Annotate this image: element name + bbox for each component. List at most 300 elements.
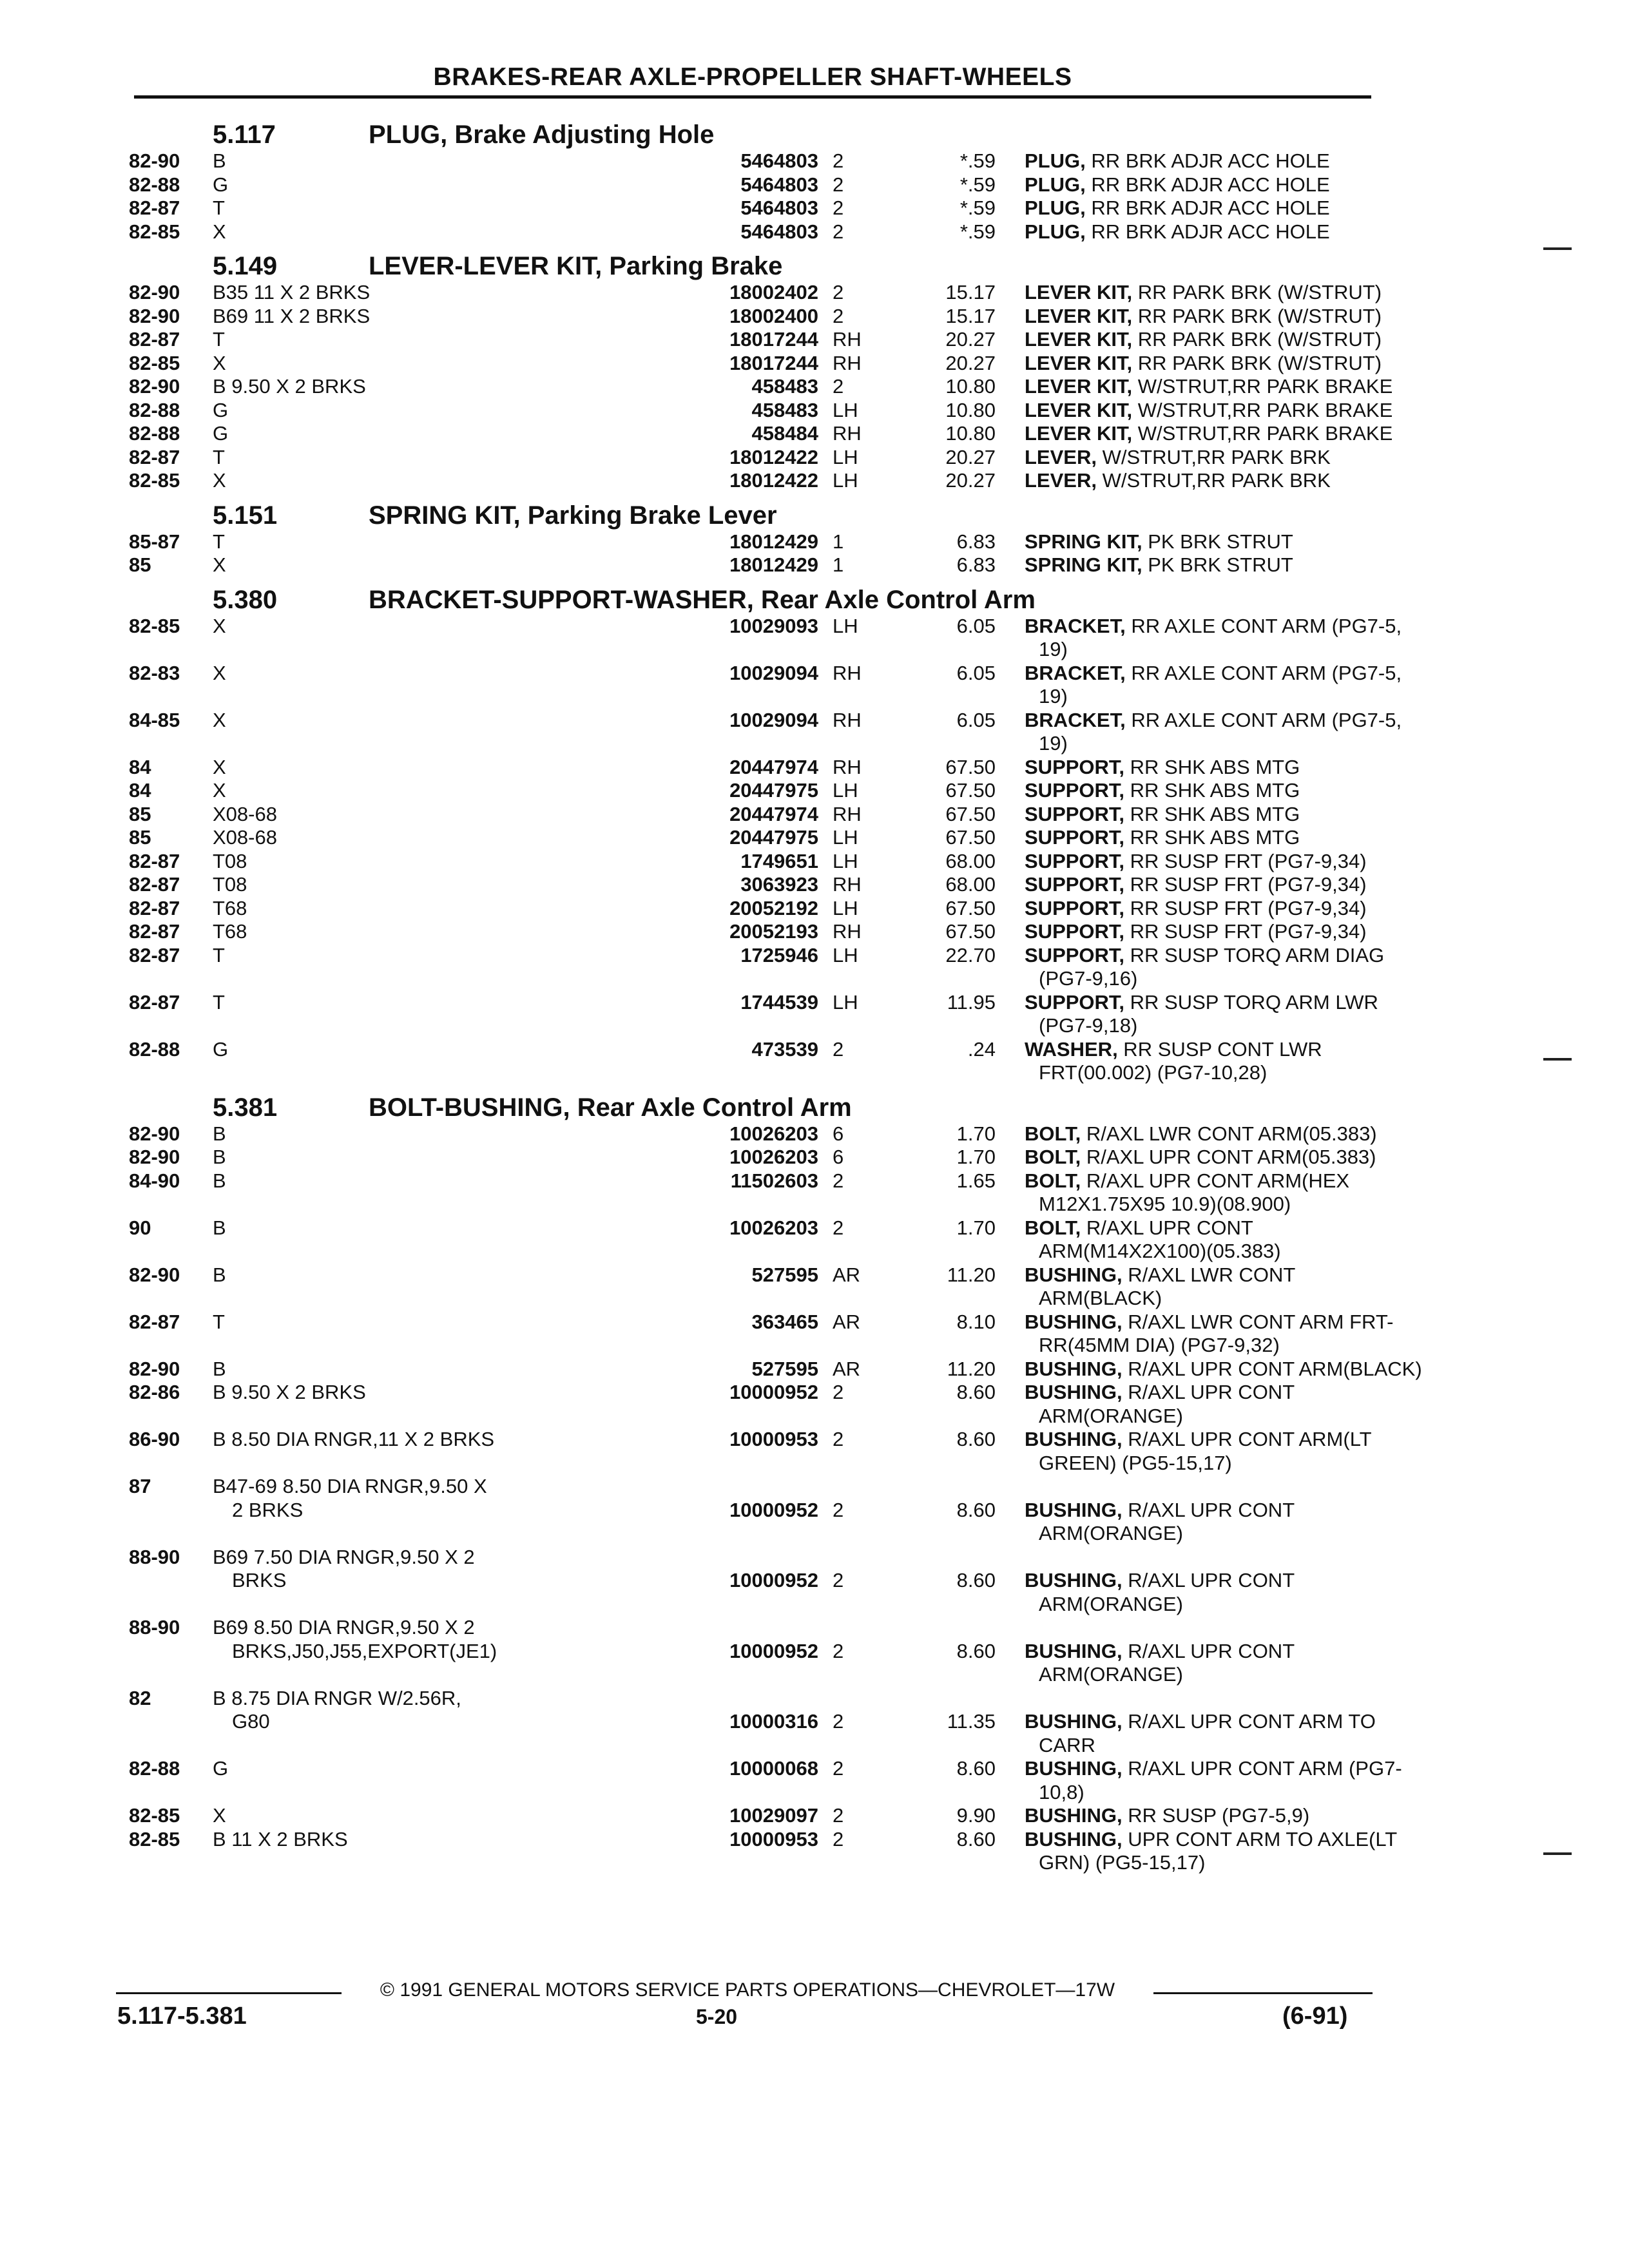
- part-row: [129, 1710, 1379, 1734]
- description: [1025, 469, 1495, 493]
- application: B: [213, 1216, 226, 1239]
- part-row: [129, 469, 1379, 493]
- model-years: 82-90: [129, 149, 180, 172]
- part-row: [129, 779, 1379, 803]
- description: [1025, 873, 1495, 897]
- description: [1025, 1358, 1495, 1381]
- description-continuation: [129, 1593, 1379, 1617]
- page-header: BRAKES-REAR AXLE-PROPELLER SHAFT-WHEELS: [433, 63, 1072, 91]
- application: B69 7.50 DIA RNGR,9.50 X 2: [213, 1545, 475, 1568]
- price: 11.20: [947, 1357, 996, 1380]
- quantity: LH: [833, 469, 858, 492]
- description-noun: PLUG,: [1025, 220, 1086, 243]
- description-noun: BRACKET,: [1025, 708, 1126, 731]
- part-row: [129, 1122, 1379, 1146]
- application: G: [213, 422, 229, 445]
- footer-copyright: © 1991 GENERAL MOTORS SERVICE PARTS OPERATIONS—CHEVROLET—17W: [380, 1979, 1115, 2001]
- model-years: 84: [129, 779, 151, 802]
- part-number: 10000952: [729, 1498, 818, 1521]
- part-number: 10000952: [729, 1381, 818, 1403]
- description-noun: LEVER KIT,: [1025, 422, 1133, 445]
- description-continuation: [129, 1334, 1379, 1358]
- description-noun: BUSHING,: [1025, 1569, 1123, 1591]
- part-row: [129, 1569, 1379, 1593]
- description-noun: BUSHING,: [1025, 1757, 1123, 1780]
- application: T: [213, 197, 225, 219]
- application: G80: [232, 1710, 270, 1733]
- part-number: 10029097: [729, 1804, 818, 1827]
- application: 2 BRKS: [232, 1498, 304, 1521]
- description-noun: BOLT,: [1025, 1146, 1081, 1168]
- description-noun: LEVER,: [1025, 469, 1097, 492]
- description-text: RR BRK ADJR ACC HOLE: [1085, 197, 1330, 219]
- description-noun: LEVER KIT,: [1025, 304, 1133, 327]
- description-continuation-text: ARM(ORANGE): [1039, 1663, 1183, 1686]
- part-number: 1749651: [740, 849, 818, 872]
- quantity: AR: [833, 1263, 861, 1286]
- application: G: [213, 1037, 229, 1061]
- description-text: RR SUSP CONT LWR: [1117, 1037, 1322, 1061]
- section-number: 5.381: [213, 1093, 278, 1122]
- part-row-continuation: [129, 1475, 1379, 1499]
- description-noun: LEVER KIT,: [1025, 398, 1133, 421]
- description-text: R/AXL UPR CONT ARM (PG7-: [1122, 1757, 1402, 1780]
- part-row: [129, 530, 1379, 554]
- model-years: 82-85: [129, 220, 180, 243]
- margin-mark: [1543, 1852, 1572, 1855]
- description-text: RR SHK ABS MTG: [1124, 826, 1300, 849]
- quantity: AR: [833, 1357, 861, 1380]
- description-text: RR BRK ADJR ACC HOLE: [1085, 173, 1330, 196]
- price: 67.50: [945, 826, 996, 849]
- description: [1025, 1381, 1495, 1405]
- quantity: 1: [833, 530, 844, 553]
- description-text: RR PARK BRK (W/STRUT): [1132, 351, 1382, 374]
- part-row-continuation: [129, 1687, 1379, 1711]
- part-row: [129, 553, 1379, 577]
- part-row: [129, 1827, 1398, 1852]
- description: [1025, 850, 1495, 874]
- description-noun: SUPPORT,: [1025, 802, 1125, 825]
- description-text: R/AXL UPR CONT: [1122, 1569, 1295, 1591]
- description: [1025, 944, 1495, 968]
- part-number: 20447975: [729, 826, 818, 849]
- part-number: 10029093: [729, 614, 818, 637]
- part-number: 10026203: [729, 1122, 818, 1145]
- description-continuation-text: ARM(ORANGE): [1039, 1404, 1183, 1427]
- description: [1025, 553, 1495, 577]
- part-number: 458484: [751, 422, 818, 445]
- part-number: 5464803: [740, 149, 818, 172]
- part-number: 10026203: [729, 1146, 818, 1168]
- application: X08-68: [213, 802, 277, 825]
- description-noun: LEVER KIT,: [1025, 375, 1133, 398]
- description-text: R/AXL UPR CONT ARM(05.383): [1081, 1146, 1376, 1168]
- price: 8.60: [956, 1569, 996, 1591]
- price: 67.50: [945, 920, 996, 943]
- description: [1025, 1710, 1495, 1734]
- price: 1.70: [956, 1146, 996, 1168]
- description-text: PK BRK STRUT: [1142, 530, 1293, 553]
- model-years: 84-85: [129, 708, 180, 731]
- quantity: LH: [833, 896, 858, 919]
- quantity: RH: [833, 708, 862, 731]
- quantity: LH: [833, 826, 858, 849]
- part-row: [129, 328, 1382, 352]
- model-years: 82-85: [129, 614, 180, 637]
- model-years: 82-90: [129, 1146, 180, 1168]
- description-noun: LEVER KIT,: [1025, 328, 1133, 351]
- description: [1025, 991, 1495, 1015]
- description-noun: BUSHING,: [1025, 1263, 1123, 1286]
- model-years: 88-90: [129, 1616, 180, 1639]
- description-text: RR SHK ABS MTG: [1124, 802, 1300, 825]
- part-row: [129, 197, 1379, 220]
- part-number: 10000952: [729, 1569, 818, 1591]
- description-noun: BUSHING,: [1025, 1710, 1123, 1733]
- price: 6.83: [956, 553, 996, 576]
- description-noun: BRACKET,: [1025, 661, 1126, 684]
- part-row: [129, 661, 1402, 686]
- description-noun: SUPPORT,: [1025, 990, 1125, 1014]
- model-years: 82-90: [129, 304, 180, 327]
- description: [1025, 662, 1495, 686]
- section-title: BRACKET-SUPPORT-WASHER, Rear Axle Control Arm: [369, 585, 1036, 614]
- application: B 8.75 DIA RNGR W/2.56R,: [213, 1686, 461, 1709]
- application: B 9.50 X 2 BRKS: [213, 1381, 366, 1403]
- price: 67.50: [945, 779, 996, 802]
- description-continuation: [129, 1522, 1379, 1546]
- part-number: 10026203: [729, 1216, 818, 1239]
- application: B47-69 8.50 DIA RNGR,9.50 X: [213, 1475, 487, 1497]
- description-noun: SUPPORT,: [1025, 779, 1125, 802]
- part-row: [129, 1310, 1394, 1334]
- description-continuation: [129, 685, 1379, 709]
- part-number: 5464803: [740, 220, 818, 243]
- description: [1025, 305, 1495, 329]
- description-continuation: [129, 1193, 1379, 1216]
- description: [1025, 1169, 1495, 1193]
- model-years: 87: [129, 1475, 151, 1497]
- part-number: 10000316: [729, 1710, 818, 1733]
- application: B: [213, 1357, 226, 1380]
- application: T08: [213, 849, 247, 872]
- description-continuation-text: 19): [1039, 732, 1068, 754]
- part-row: [129, 897, 1379, 921]
- quantity: 2: [833, 1710, 844, 1733]
- quantity: LH: [833, 779, 858, 802]
- description-text: RR AXLE CONT ARM (PG7-5,: [1125, 708, 1402, 731]
- description: [1025, 615, 1495, 639]
- part-row: [129, 943, 1385, 968]
- description-text: W/STRUT,RR PARK BRK: [1096, 469, 1331, 492]
- description: [1025, 1038, 1495, 1062]
- part-number: 20447975: [729, 779, 818, 802]
- application: T: [213, 943, 225, 966]
- margin-mark: [1543, 1058, 1572, 1061]
- model-years: 82-85: [129, 1827, 180, 1850]
- description-continuation: [129, 1287, 1379, 1311]
- part-row: [129, 991, 1379, 1015]
- quantity: 2: [833, 304, 844, 327]
- price: 9.90: [956, 1804, 996, 1827]
- price: 10.80: [945, 398, 996, 421]
- description-text: R/AXL LWR CONT ARM FRT-: [1122, 1310, 1394, 1333]
- description-continuation-text: (PG7-9,16): [1039, 967, 1138, 990]
- part-row: [129, 1216, 1379, 1240]
- description: [1025, 1569, 1495, 1593]
- description-continuation: [129, 732, 1379, 756]
- quantity: LH: [833, 990, 858, 1014]
- part-row: [129, 1428, 1379, 1452]
- model-years: 88-90: [129, 1545, 180, 1568]
- description-continuation-text: 19): [1039, 685, 1068, 707]
- part-number: 458483: [751, 375, 818, 398]
- description-text: W/STRUT,RR PARK BRAKE: [1132, 398, 1393, 421]
- model-years: 82-90: [129, 1122, 180, 1145]
- description-noun: SPRING KIT,: [1025, 530, 1142, 553]
- description-noun: SUPPORT,: [1025, 943, 1125, 966]
- application: B: [213, 149, 226, 172]
- section-number: 5.151: [213, 501, 278, 530]
- description-noun: BUSHING,: [1025, 1804, 1123, 1827]
- description: [1025, 1311, 1495, 1334]
- description-continuation: [129, 1851, 1379, 1875]
- description: [1025, 446, 1495, 470]
- quantity: 6: [833, 1122, 844, 1145]
- quantity: 2: [833, 375, 844, 398]
- price: 10.80: [945, 375, 996, 398]
- model-years: 82-88: [129, 398, 180, 421]
- part-row: [129, 149, 1379, 173]
- description: [1025, 709, 1495, 733]
- section-heading: [129, 493, 1379, 530]
- model-years: 82-87: [129, 445, 180, 468]
- model-years: 82-88: [129, 173, 180, 196]
- part-number: 11502603: [730, 1169, 818, 1192]
- section-number: 5.117: [213, 120, 276, 149]
- part-number: 18002400: [729, 304, 818, 327]
- part-row: [129, 850, 1379, 874]
- part-number: 20052193: [729, 920, 818, 943]
- application: X: [213, 1804, 226, 1827]
- price: 20.27: [945, 445, 996, 468]
- part-number: 5464803: [740, 173, 818, 196]
- description-noun: BOLT,: [1025, 1169, 1081, 1192]
- part-number: 10000953: [729, 1827, 818, 1850]
- model-years: 85: [129, 553, 151, 576]
- part-row: [129, 173, 1379, 197]
- section-title: SPRING KIT, Parking Brake Lever: [369, 501, 777, 530]
- description-text: RR PARK BRK (W/STRUT): [1132, 281, 1382, 303]
- description: [1025, 399, 1495, 423]
- application: B: [213, 1263, 226, 1286]
- application: X: [213, 220, 226, 243]
- part-number: 473539: [751, 1037, 818, 1061]
- description-continuation-text: ARM(BLACK): [1039, 1287, 1162, 1309]
- quantity: 2: [833, 220, 844, 243]
- model-years: 82-87: [129, 849, 180, 872]
- application: X: [213, 614, 226, 637]
- application: B 11 X 2 BRKS: [213, 1827, 348, 1850]
- application: BRKS,J50,J55,EXPORT(JE1): [232, 1639, 497, 1662]
- description-text: RR BRK ADJR ACC HOLE: [1085, 220, 1330, 243]
- quantity: RH: [833, 328, 862, 351]
- part-row: [129, 1381, 1379, 1405]
- description-continuation-text: 19): [1039, 638, 1068, 660]
- description: [1025, 1757, 1495, 1781]
- description-text: RR SUSP FRT (PG7-9,34): [1124, 849, 1367, 872]
- part-number: 10000953: [729, 1428, 818, 1450]
- application: B: [213, 1122, 226, 1145]
- quantity: RH: [833, 351, 862, 374]
- part-row: [129, 398, 1393, 423]
- price: 22.70: [945, 943, 996, 966]
- description-noun: LEVER,: [1025, 445, 1097, 468]
- application: X08-68: [213, 826, 277, 849]
- parts-catalog-body: [129, 112, 1422, 1875]
- section-title: PLUG, Brake Adjusting Hole: [369, 120, 715, 149]
- application: T: [213, 445, 225, 468]
- part-row: [129, 351, 1382, 376]
- description-text: UPR CONT ARM TO AXLE(LT: [1122, 1827, 1398, 1850]
- description-text: RR SHK ABS MTG: [1124, 779, 1300, 802]
- description-text: RR SUSP TORQ ARM DIAG: [1124, 943, 1385, 966]
- price: 68.00: [945, 873, 996, 896]
- description: [1025, 173, 1495, 197]
- description: [1025, 1122, 1495, 1146]
- description-continuation: [129, 1781, 1379, 1805]
- description-text: R/AXL UPR CONT: [1081, 1216, 1253, 1239]
- price: *.59: [959, 220, 996, 243]
- quantity: RH: [833, 802, 862, 825]
- description-text: R/AXL UPR CONT: [1122, 1381, 1295, 1403]
- description-noun: SUPPORT,: [1025, 896, 1125, 919]
- description: [1025, 1828, 1495, 1852]
- description: [1025, 352, 1495, 376]
- part-row: [129, 1357, 1422, 1381]
- model-years: 84-90: [129, 1169, 180, 1192]
- description-text: W/STRUT,RR PARK BRAKE: [1132, 422, 1393, 445]
- quantity: RH: [833, 755, 862, 778]
- quantity: AR: [833, 1310, 861, 1333]
- model-years: 82-88: [129, 1037, 180, 1061]
- description-noun: LEVER KIT,: [1025, 351, 1133, 374]
- model-years: 90: [129, 1216, 151, 1239]
- model-years: 82-87: [129, 873, 180, 896]
- description-text: W/STRUT,RR PARK BRK: [1096, 445, 1331, 468]
- part-number: 527595: [751, 1357, 818, 1380]
- description-noun: BRACKET,: [1025, 614, 1126, 637]
- description-continuation-text: ARM(ORANGE): [1039, 1592, 1183, 1615]
- part-row: [129, 1499, 1379, 1523]
- description-continuation-text: M12X1.75X95 10.9)(08.900): [1039, 1193, 1291, 1215]
- part-number: 10000952: [729, 1639, 818, 1662]
- description-noun: PLUG,: [1025, 197, 1086, 219]
- model-years: 86-90: [129, 1428, 180, 1450]
- description-noun: BUSHING,: [1025, 1639, 1123, 1662]
- description-text: RR SUSP TORQ ARM LWR: [1124, 990, 1378, 1014]
- description-noun: BOLT,: [1025, 1216, 1081, 1239]
- description: [1025, 1146, 1495, 1169]
- description-continuation-text: RR(45MM DIA) (PG7-9,32): [1039, 1334, 1280, 1356]
- description: [1025, 197, 1495, 220]
- section-heading: [129, 244, 1379, 281]
- price: 8.60: [956, 1498, 996, 1521]
- quantity: 1: [833, 553, 844, 576]
- description-text: RR AXLE CONT ARM (PG7-5,: [1125, 614, 1402, 637]
- quantity: LH: [833, 398, 858, 421]
- description-noun: SUPPORT,: [1025, 920, 1125, 943]
- price: *.59: [959, 149, 996, 172]
- part-row: [129, 708, 1402, 733]
- part-row: [129, 1757, 1402, 1781]
- section-number: 5.380: [213, 585, 278, 614]
- description-text: PK BRK STRUT: [1142, 553, 1293, 576]
- part-row-continuation: [129, 1546, 1379, 1570]
- part-number: 10029094: [729, 708, 818, 731]
- description-noun: BOLT,: [1025, 1122, 1081, 1145]
- application: B35 11 X 2 BRKS: [213, 281, 371, 303]
- model-years: 82: [129, 1686, 151, 1709]
- description-continuation-text: GREEN) (PG5-15,17): [1039, 1451, 1232, 1474]
- part-row-continuation: [129, 1616, 1379, 1640]
- description-continuation-text: 10,8): [1039, 1780, 1084, 1803]
- application: B69 8.50 DIA RNGR,9.50 X 2: [213, 1616, 475, 1639]
- description-noun: SUPPORT,: [1025, 755, 1125, 778]
- price: 8.60: [956, 1757, 996, 1780]
- description-continuation: [129, 1734, 1379, 1758]
- model-years: 82-90: [129, 1357, 180, 1380]
- description-noun: PLUG,: [1025, 173, 1086, 196]
- application: G: [213, 173, 229, 196]
- part-number: 363465: [751, 1310, 818, 1333]
- price: 6.05: [956, 708, 996, 731]
- price: 8.60: [956, 1827, 996, 1850]
- description-text: R/AXL UPR CONT ARM(LT: [1122, 1428, 1372, 1450]
- model-years: 82-85: [129, 469, 180, 492]
- part-number: 18012422: [729, 469, 818, 492]
- description: [1025, 530, 1495, 554]
- price: 20.27: [945, 328, 996, 351]
- price: 6.83: [956, 530, 996, 553]
- description: [1025, 920, 1495, 944]
- part-row: [129, 281, 1382, 305]
- part-number: 10029094: [729, 661, 818, 684]
- application: X: [213, 708, 226, 731]
- part-number: 18012422: [729, 445, 818, 468]
- model-years: 82-87: [129, 328, 180, 351]
- description-text: RR SUSP (PG7-5,9): [1122, 1804, 1310, 1827]
- quantity: 2: [833, 1639, 844, 1662]
- description-continuation: [129, 1061, 1379, 1085]
- part-number: 18012429: [729, 553, 818, 576]
- description-continuation-text: (PG7-9,18): [1039, 1014, 1138, 1037]
- model-years: 82-88: [129, 1757, 180, 1780]
- description: [1025, 1640, 1495, 1664]
- model-years: 82-85: [129, 1804, 180, 1827]
- price: 8.60: [956, 1428, 996, 1450]
- header-rule: [134, 95, 1371, 99]
- description-continuation: [129, 967, 1379, 991]
- quantity: 2: [833, 1804, 844, 1827]
- model-years: 84: [129, 755, 151, 778]
- application: T: [213, 990, 225, 1014]
- description-text: R/AXL UPR CONT: [1122, 1498, 1295, 1521]
- description-continuation: [129, 1014, 1379, 1038]
- application: T68: [213, 920, 247, 943]
- description-continuation-text: ARM(ORANGE): [1039, 1522, 1183, 1544]
